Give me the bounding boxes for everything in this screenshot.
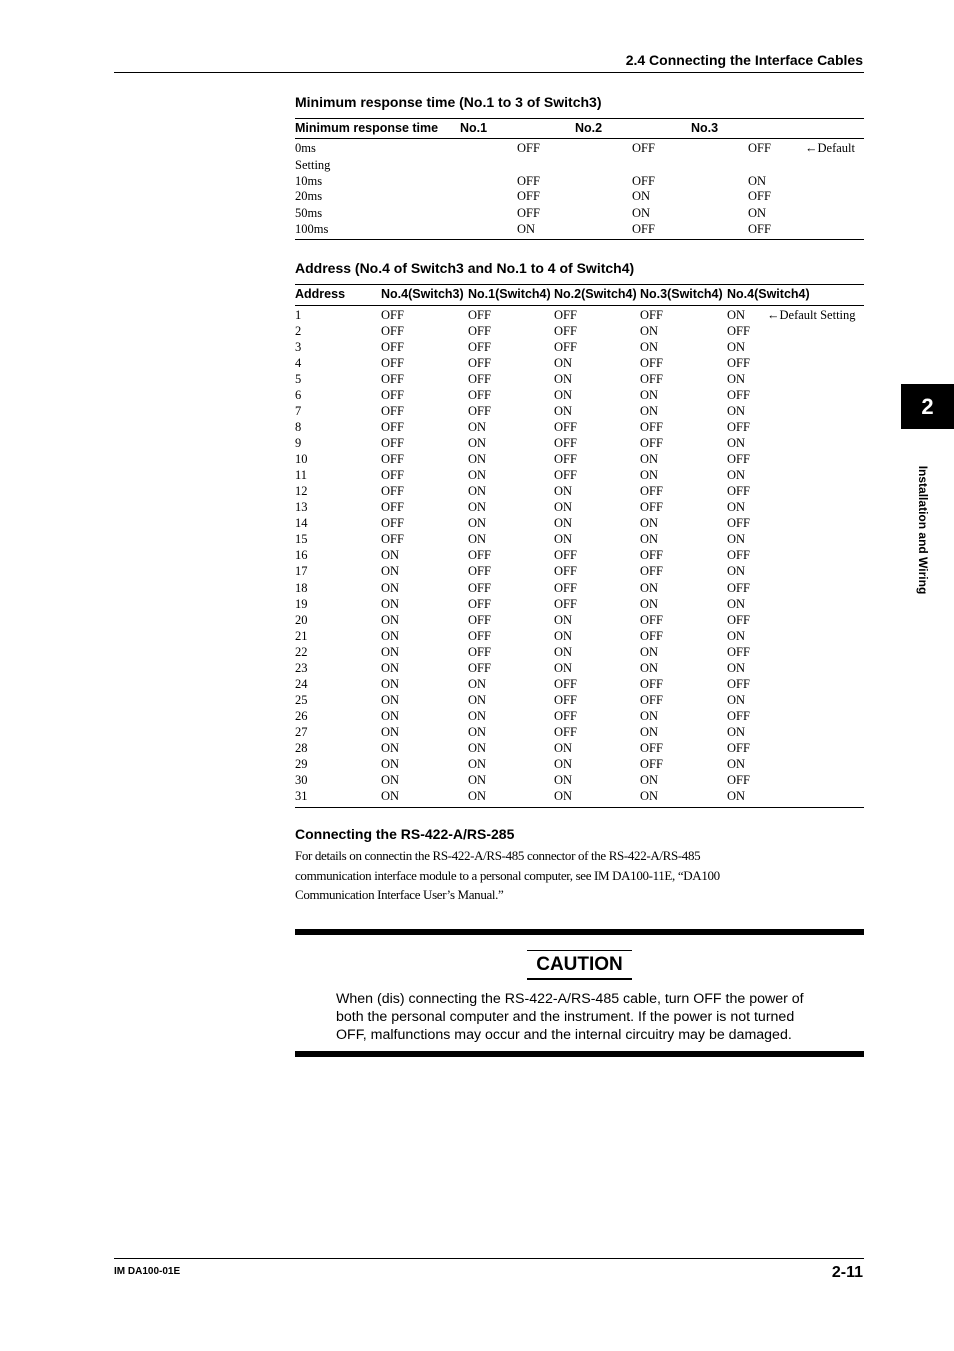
address-table-cell: OFF — [554, 548, 577, 562]
address-table-cell: ON — [381, 564, 400, 578]
address-table-cell: 22 — [295, 645, 308, 659]
address-table-cell: ON — [381, 661, 400, 675]
address-table-cell: OFF — [727, 356, 750, 370]
response-table-cell: OFF — [748, 222, 771, 236]
response-table-cell: ON — [748, 206, 767, 220]
address-table-cell: ON — [640, 789, 659, 803]
address-table-cell: OFF — [381, 372, 404, 386]
address-table-cell: OFF — [640, 500, 663, 514]
address-table-cell: OFF — [727, 613, 750, 627]
address-table-cell: 13 — [295, 500, 308, 514]
address-table-cell: OFF — [381, 356, 404, 370]
address-table-cell: OFF — [554, 709, 577, 723]
address-table-cell: OFF — [381, 420, 404, 434]
response-table-cell: Setting — [295, 158, 331, 172]
response-table-header-rule — [295, 138, 864, 139]
address-table-cell: OFF — [554, 564, 577, 578]
response-table-cell: 0ms — [295, 141, 316, 155]
address-table-cell: OFF — [554, 340, 577, 354]
address-table-cell: OFF — [640, 356, 663, 370]
address-table-cell: OFF — [727, 324, 750, 338]
response-table-cell: OFF — [517, 174, 540, 188]
address-table-cell: OFF — [640, 693, 663, 707]
address-table-cell: 1 — [295, 308, 302, 322]
address-table-header: Address — [295, 287, 346, 301]
address-table-cell: OFF — [381, 388, 404, 402]
address-table-cell: ON — [554, 404, 573, 418]
address-table-cell: ON — [640, 725, 659, 739]
address-table-cell: OFF — [727, 388, 750, 402]
address-table-cell: ON — [554, 484, 573, 498]
address-table-cell: ON — [381, 725, 400, 739]
address-table-cell: 18 — [295, 581, 308, 595]
address-table-cell: ON — [468, 452, 487, 466]
address-table-cell: ON — [381, 709, 400, 723]
address-table-cell: 2 — [295, 324, 302, 338]
address-table-cell: ON — [727, 532, 746, 546]
address-table-cell: ON — [468, 500, 487, 514]
address-table-cell: ON — [640, 516, 659, 530]
address-table-cell: OFF — [554, 677, 577, 691]
address-table-title: Address (No.4 of Switch3 and No.1 to 4 of Switch4) — [295, 260, 635, 276]
address-table-cell: ON — [640, 404, 659, 418]
address-table-cell: OFF — [381, 340, 404, 354]
response-table-bottom-rule — [295, 239, 864, 240]
address-table-cell: OFF — [554, 581, 577, 595]
address-table-cell: OFF — [468, 324, 491, 338]
address-table-cell: ON — [640, 340, 659, 354]
response-table-header: No.3 — [691, 121, 719, 135]
address-table-cell: ON — [554, 516, 573, 530]
chapter-tab: 2 — [901, 384, 954, 429]
caution-line: OFF, malfunctions may occur and the internal circuitry may be damaged. — [336, 1027, 792, 1043]
address-table-cell: 29 — [295, 757, 308, 771]
address-table-cell: ON — [381, 693, 400, 707]
rs-body-line: communication interface module to a personal computer, see IM DA100-11E, “DA100 — [295, 867, 720, 883]
default-note: ←Default Setting — [767, 308, 856, 322]
address-table-cell: OFF — [554, 725, 577, 739]
header-rule — [114, 72, 864, 73]
footer-rule — [114, 1258, 864, 1259]
address-table-cell: ON — [640, 468, 659, 482]
address-table-cell: ON — [381, 548, 400, 562]
response-table-cell: OFF — [748, 189, 771, 203]
address-table-cell: OFF — [468, 404, 491, 418]
address-table-cell: 19 — [295, 597, 308, 611]
address-table-header-rule — [295, 305, 864, 306]
address-table-cell: OFF — [554, 308, 577, 322]
address-table-cell: OFF — [381, 308, 404, 322]
address-table-cell: OFF — [640, 564, 663, 578]
address-table-cell: ON — [468, 420, 487, 434]
address-table-cell: ON — [727, 468, 746, 482]
address-table-cell: OFF — [381, 468, 404, 482]
address-table-cell: OFF — [554, 452, 577, 466]
caution-line: When (dis) connecting the RS-422-A/RS-485 cable, turn OFF the power of — [336, 991, 804, 1007]
address-table-cell: ON — [468, 741, 487, 755]
address-table-cell: ON — [727, 693, 746, 707]
address-table-cell: OFF — [640, 741, 663, 755]
address-table-cell: ON — [554, 388, 573, 402]
address-table-cell: 17 — [295, 564, 308, 578]
address-table-cell: 21 — [295, 629, 308, 643]
address-table-cell: OFF — [381, 532, 404, 546]
address-table-cell: OFF — [381, 452, 404, 466]
address-table-cell: OFF — [640, 613, 663, 627]
address-table-cell: 30 — [295, 773, 308, 787]
address-table-cell: ON — [468, 693, 487, 707]
address-table-cell: ON — [640, 388, 659, 402]
address-table-top-rule — [295, 284, 864, 285]
address-table-cell: OFF — [727, 645, 750, 659]
response-table-cell: 100ms — [295, 222, 329, 236]
address-table-cell: OFF — [468, 564, 491, 578]
address-table-cell: ON — [554, 356, 573, 370]
address-table-cell: ON — [554, 613, 573, 627]
caution-heading: CAUTION — [527, 950, 632, 980]
address-table-cell: OFF — [381, 484, 404, 498]
address-table-cell: ON — [727, 597, 746, 611]
address-table-cell: OFF — [554, 693, 577, 707]
address-table-cell: ON — [468, 532, 487, 546]
address-table-header: No.1(Switch4) — [468, 287, 551, 301]
response-table-cell: ON — [748, 174, 767, 188]
chapter-side-label: Installation and Wiring — [916, 465, 930, 595]
address-table-cell: ON — [727, 372, 746, 386]
response-table-top-rule — [295, 118, 864, 119]
address-table-cell: ON — [640, 581, 659, 595]
address-table-cell: ON — [381, 677, 400, 691]
address-table-cell: 26 — [295, 709, 308, 723]
address-table-cell: ON — [727, 404, 746, 418]
address-table-cell: 5 — [295, 372, 302, 386]
address-table-cell: ON — [727, 340, 746, 354]
address-table-cell: ON — [554, 741, 573, 755]
address-table-cell: OFF — [727, 741, 750, 755]
address-table-cell: ON — [727, 308, 746, 322]
address-table-cell: 6 — [295, 388, 302, 402]
address-table-cell: OFF — [727, 773, 750, 787]
address-table-cell: 10 — [295, 452, 308, 466]
address-table-cell: 4 — [295, 356, 302, 370]
address-table-cell: ON — [554, 500, 573, 514]
address-table-header: No.3(Switch4) — [640, 287, 723, 301]
address-table-cell: ON — [640, 324, 659, 338]
address-table-cell: ON — [554, 757, 573, 771]
address-table-cell: ON — [468, 677, 487, 691]
address-table-cell: OFF — [468, 548, 491, 562]
address-table-cell: 9 — [295, 436, 302, 450]
address-table-cell: 28 — [295, 741, 308, 755]
address-table-header: No.4(Switch4) — [727, 287, 810, 301]
rs-section-title: Connecting the RS-422-A/RS-285 — [295, 826, 515, 842]
response-table-cell: OFF — [517, 141, 540, 155]
address-table-cell: OFF — [640, 436, 663, 450]
address-table-cell: OFF — [727, 484, 750, 498]
address-table-cell: OFF — [727, 452, 750, 466]
address-table-cell: OFF — [727, 420, 750, 434]
address-table-cell: OFF — [554, 597, 577, 611]
address-table-cell: ON — [468, 725, 487, 739]
response-table-cell: ON — [632, 189, 651, 203]
address-table-cell: OFF — [468, 661, 491, 675]
address-table-cell: ON — [468, 789, 487, 803]
response-table-cell: 10ms — [295, 174, 323, 188]
address-table-cell: ON — [468, 773, 487, 787]
address-table-cell: ON — [554, 661, 573, 675]
address-table-cell: OFF — [727, 516, 750, 530]
caution-bottom-bar — [295, 1051, 864, 1057]
response-table-title: Minimum response time (No.1 to 3 of Switch3) — [295, 94, 602, 110]
address-table-cell: OFF — [640, 677, 663, 691]
address-table-bottom-rule — [295, 807, 864, 808]
address-table-cell: ON — [554, 645, 573, 659]
address-table-cell: ON — [381, 741, 400, 755]
address-table-cell: OFF — [468, 613, 491, 627]
address-table-cell: OFF — [554, 468, 577, 482]
response-table-cell: 20ms — [295, 189, 323, 203]
default-note: ←Default — [805, 141, 855, 155]
address-table-cell: 23 — [295, 661, 308, 675]
address-table-cell: ON — [727, 661, 746, 675]
rs-body-line: Communication Interface User’s Manual.” — [295, 887, 504, 902]
page-number: 2-11 — [831, 1264, 863, 1281]
address-table-header: No.2(Switch4) — [554, 287, 637, 301]
address-table-cell: ON — [468, 484, 487, 498]
running-header: 2.4 Connecting the Interface Cables — [625, 52, 863, 68]
address-table-cell: 24 — [295, 677, 308, 691]
address-table-cell: ON — [640, 661, 659, 675]
address-table-cell: ON — [468, 468, 487, 482]
address-table-cell: 11 — [295, 468, 308, 482]
response-table-cell: OFF — [632, 222, 655, 236]
address-table-cell: ON — [468, 709, 487, 723]
address-table-cell: ON — [640, 452, 659, 466]
response-table-cell: OFF — [632, 141, 655, 155]
address-table-cell: 25 — [295, 693, 308, 707]
address-table-cell: 3 — [295, 340, 302, 354]
address-table-cell: ON — [381, 629, 400, 643]
address-table-cell: ON — [381, 645, 400, 659]
address-table-cell: OFF — [381, 324, 404, 338]
address-table-cell: OFF — [727, 709, 750, 723]
address-table-cell: ON — [554, 629, 573, 643]
address-table-cell: OFF — [381, 404, 404, 418]
address-table-cell: ON — [640, 597, 659, 611]
address-table-cell: ON — [381, 597, 400, 611]
response-table-cell: OFF — [748, 141, 771, 155]
address-table-cell: OFF — [468, 629, 491, 643]
address-table-cell: OFF — [381, 516, 404, 530]
address-table-cell: ON — [727, 725, 746, 739]
response-table-cell: OFF — [517, 189, 540, 203]
address-table-cell: ON — [554, 532, 573, 546]
address-table-cell: ON — [640, 645, 659, 659]
address-table-cell: OFF — [468, 645, 491, 659]
rs-section-body — [295, 846, 765, 905]
address-table-cell: 15 — [295, 532, 308, 546]
address-table-cell: OFF — [468, 388, 491, 402]
address-table-cell: 27 — [295, 725, 308, 739]
response-table-header: Minimum response time — [295, 121, 439, 135]
address-table-cell: OFF — [640, 548, 663, 562]
address-table-cell: OFF — [468, 581, 491, 595]
address-table-cell: OFF — [554, 420, 577, 434]
address-table-cell: OFF — [554, 324, 577, 338]
address-table-cell: OFF — [468, 372, 491, 386]
address-table-cell: 14 — [295, 516, 308, 530]
response-table-cell: 50ms — [295, 206, 323, 220]
address-table-cell: ON — [381, 581, 400, 595]
address-table-cell: ON — [468, 436, 487, 450]
response-table-cell: ON — [632, 206, 651, 220]
address-table-cell: ON — [727, 789, 746, 803]
address-table-cell: OFF — [640, 484, 663, 498]
address-table-cell: ON — [554, 372, 573, 386]
address-table-cell: ON — [727, 500, 746, 514]
address-table-cell: 31 — [295, 789, 308, 803]
address-table-cell: ON — [554, 773, 573, 787]
response-table-header: No.1 — [460, 121, 488, 135]
address-table-cell: OFF — [554, 436, 577, 450]
address-table-cell: ON — [468, 757, 487, 771]
address-table-cell: OFF — [727, 677, 750, 691]
address-table-cell: OFF — [640, 372, 663, 386]
rs-body-line: For details on connectin the RS-422-A/RS-485 connector of the RS-422-A/RS-485 — [295, 848, 701, 863]
address-table-cell: 7 — [295, 404, 302, 418]
caution-top-bar — [295, 929, 864, 935]
response-table-cell: OFF — [517, 206, 540, 220]
address-table-header: No.4(Switch3) — [381, 287, 464, 301]
address-table-cell: ON — [554, 789, 573, 803]
address-table-cell: ON — [640, 709, 659, 723]
address-table-cell: ON — [727, 757, 746, 771]
address-table-cell: ON — [727, 564, 746, 578]
address-table-cell: OFF — [381, 500, 404, 514]
address-table-cell: 16 — [295, 548, 308, 562]
address-table-cell: ON — [727, 629, 746, 643]
address-table-cell: OFF — [381, 436, 404, 450]
address-table-cell: OFF — [640, 308, 663, 322]
address-table-cell: 8 — [295, 420, 302, 434]
address-table-cell: ON — [640, 532, 659, 546]
response-table-header: No.2 — [575, 121, 603, 135]
footer-doc-id: IM DA100-01E — [114, 1266, 181, 1277]
response-table-cell: ON — [517, 222, 536, 236]
caution-text — [336, 990, 826, 1044]
address-table-cell: OFF — [640, 420, 663, 434]
address-table-cell: ON — [381, 757, 400, 771]
address-table-cell: OFF — [640, 629, 663, 643]
response-table-cell: OFF — [632, 174, 655, 188]
address-table-cell: 12 — [295, 484, 308, 498]
address-table-cell: OFF — [468, 597, 491, 611]
address-table-cell: OFF — [640, 757, 663, 771]
address-table-cell: 20 — [295, 613, 308, 627]
address-table-cell: ON — [727, 436, 746, 450]
address-table-cell: ON — [468, 516, 487, 530]
address-table-cell: OFF — [468, 308, 491, 322]
address-table-cell: OFF — [468, 340, 491, 354]
address-table-cell: OFF — [727, 548, 750, 562]
address-table-cell: ON — [381, 773, 400, 787]
address-table-cell: ON — [381, 613, 400, 627]
address-table-cell: OFF — [727, 581, 750, 595]
caution-line: both the personal computer and the instrument. If the power is not turned — [336, 1009, 795, 1025]
address-table-cell: ON — [640, 773, 659, 787]
address-table-cell: OFF — [468, 356, 491, 370]
address-table-cell: ON — [381, 789, 400, 803]
